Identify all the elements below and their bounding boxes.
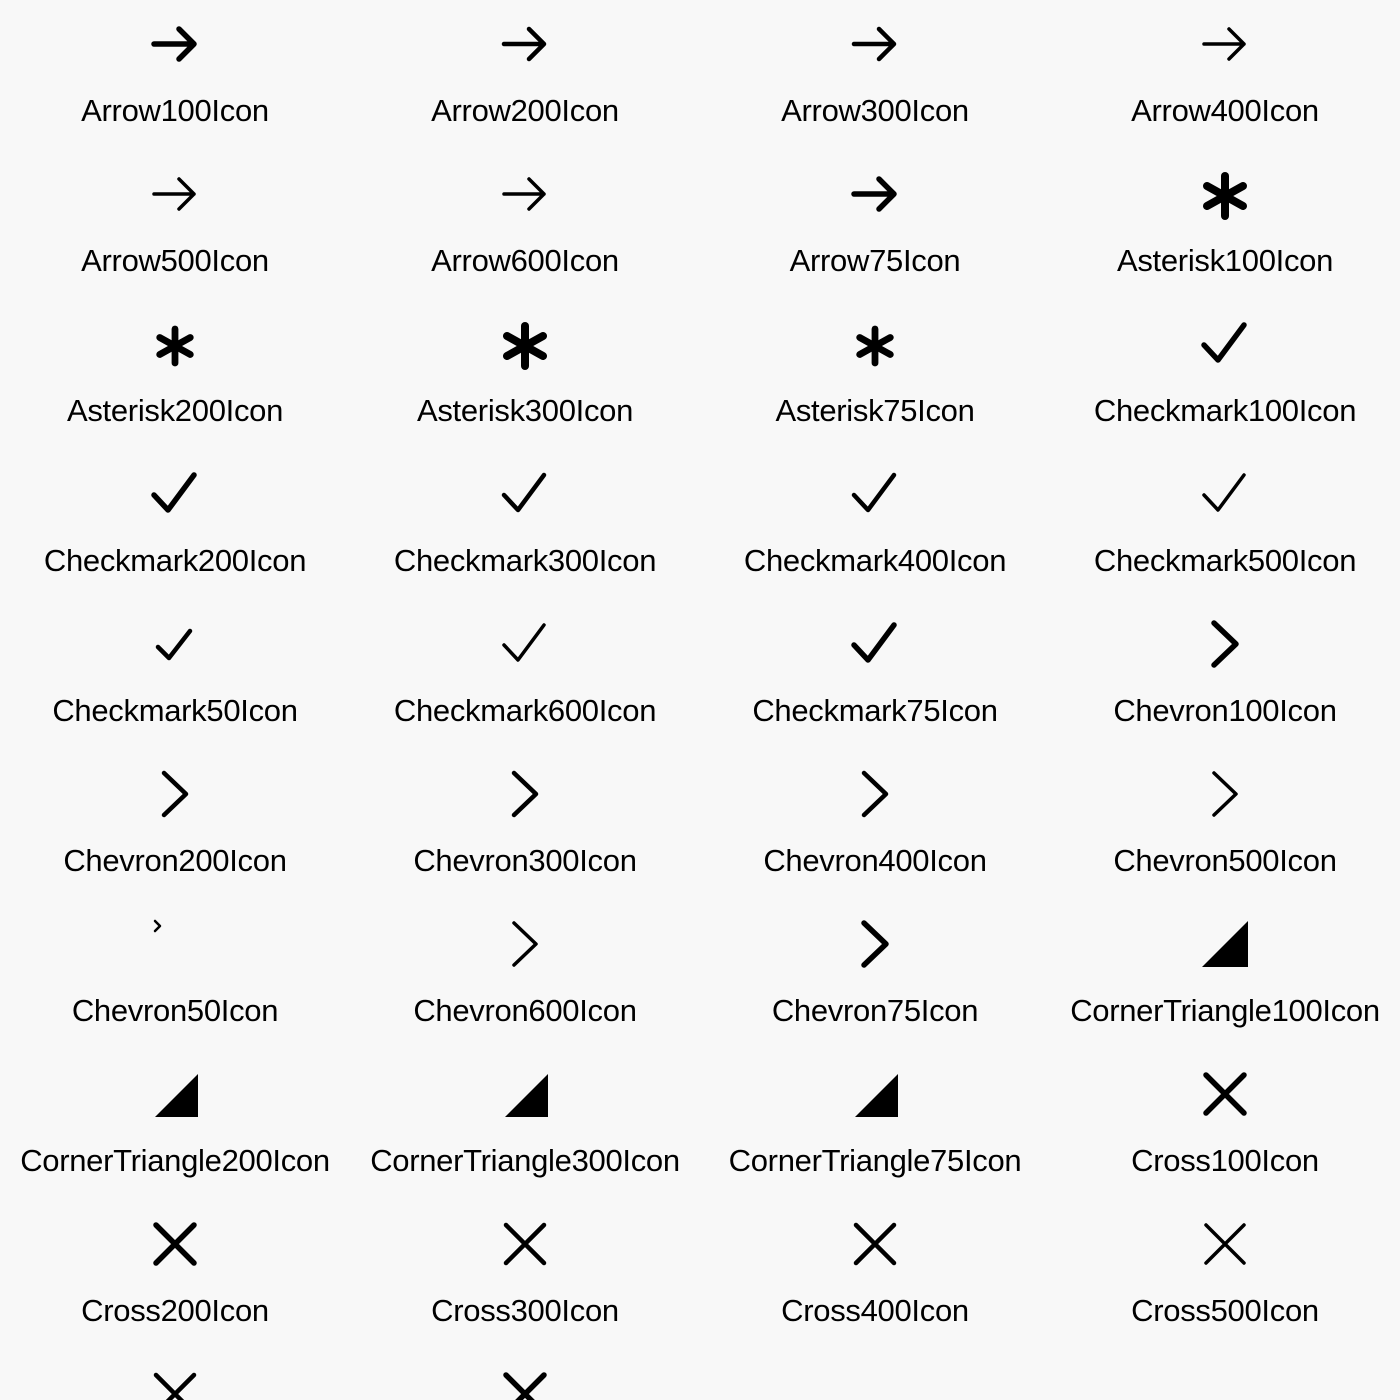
icon-label: Checkmark50Icon	[52, 693, 298, 728]
cross-icon	[500, 1219, 550, 1269]
icon-label: Chevron500Icon	[1113, 843, 1337, 878]
cross-icon	[500, 1369, 550, 1400]
arrow-icon	[150, 169, 200, 219]
icon-label: Checkmark500Icon	[1093, 543, 1357, 578]
icon-cell	[0, 150, 350, 300]
checkmark-icon	[500, 619, 550, 669]
icon-cell	[350, 1050, 700, 1200]
icon-cell	[0, 750, 350, 900]
icon-cell	[700, 1350, 1050, 1400]
corner-triangle-icon	[850, 1069, 900, 1119]
arrow-icon	[850, 169, 900, 219]
cross-icon	[1200, 1219, 1250, 1269]
chevron-right-icon	[500, 919, 550, 969]
icon-label: Chevron200Icon	[63, 843, 287, 878]
icon-cell	[700, 600, 1050, 750]
icon-cell	[1050, 150, 1400, 300]
chevron-right-icon	[1200, 619, 1250, 669]
icon-label: Arrow200Icon	[431, 93, 619, 128]
chevron-right-icon	[850, 919, 900, 969]
icon-cell	[1050, 0, 1400, 150]
corner-triangle-icon	[1200, 919, 1250, 969]
checkmark-icon	[150, 469, 200, 519]
checkmark-icon	[1200, 469, 1250, 519]
icon-cell	[700, 1050, 1050, 1200]
icon-cell	[700, 750, 1050, 900]
checkmark-icon	[850, 619, 900, 669]
icon-cell	[1050, 900, 1400, 1050]
arrow-icon	[850, 19, 900, 69]
icon-label: Checkmark200Icon	[43, 543, 307, 578]
icon-cell	[1050, 300, 1400, 450]
icon-cell	[1050, 1050, 1400, 1200]
icon-cell	[1050, 1200, 1400, 1350]
icon-cell	[700, 300, 1050, 450]
dash-icon	[1200, 1369, 1250, 1400]
icon-cell	[350, 900, 700, 1050]
icon-label: Arrow600Icon	[431, 243, 619, 278]
icon-label: Arrow100Icon	[81, 93, 269, 128]
icon-cell	[0, 300, 350, 450]
icon-cell	[1050, 1350, 1400, 1400]
icon-cell	[350, 1350, 700, 1400]
icon-label: Cross400Icon	[781, 1293, 969, 1328]
icon-label: Checkmark300Icon	[393, 543, 657, 578]
chevron-right-icon	[1200, 769, 1250, 819]
icon-cell	[0, 1200, 350, 1350]
arrow-icon	[500, 169, 550, 219]
icon-cell	[700, 0, 1050, 150]
icon-label: Checkmark400Icon	[743, 543, 1007, 578]
icon-cell	[350, 600, 700, 750]
icon-label: Chevron600Icon	[413, 993, 637, 1028]
asterisk-icon	[1200, 169, 1250, 219]
corner-triangle-icon	[500, 1069, 550, 1119]
checkmark-icon	[850, 469, 900, 519]
asterisk-icon	[150, 319, 200, 369]
chevron-right-icon	[850, 769, 900, 819]
cross-icon	[150, 1369, 200, 1400]
icon-cell	[350, 450, 700, 600]
arrow-icon	[1200, 19, 1250, 69]
icon-label: Checkmark100Icon	[1093, 393, 1357, 428]
icon-label: CornerTriangle75Icon	[728, 1143, 1022, 1178]
checkmark-icon	[500, 469, 550, 519]
arrow-icon	[500, 19, 550, 69]
icon-label: CornerTriangle300Icon	[370, 1143, 680, 1178]
icon-label: Cross100Icon	[1131, 1143, 1319, 1178]
cross-icon	[1200, 1069, 1250, 1119]
icon-cell	[0, 1350, 350, 1400]
icon-cell	[700, 450, 1050, 600]
chevron-right-icon	[150, 919, 164, 933]
icon-cell	[350, 300, 700, 450]
icon-label: Chevron300Icon	[413, 843, 637, 878]
icon-cell	[1050, 600, 1400, 750]
icon-label: Arrow400Icon	[1131, 93, 1319, 128]
chevron-right-icon	[500, 769, 550, 819]
icon-cell	[350, 0, 700, 150]
cross-icon	[850, 1219, 900, 1269]
arrow-icon	[150, 19, 200, 69]
asterisk-icon	[850, 319, 900, 369]
icon-label: Arrow300Icon	[781, 93, 969, 128]
icon-cell	[700, 150, 1050, 300]
icon-label: Chevron75Icon	[771, 993, 979, 1028]
icon-label: Arrow75Icon	[789, 243, 961, 278]
icon-cell	[700, 1200, 1050, 1350]
icon-label: Arrow500Icon	[81, 243, 269, 278]
checkmark-icon	[1200, 319, 1250, 369]
icon-label: Cross300Icon	[431, 1293, 619, 1328]
icon-label: Asterisk300Icon	[416, 393, 634, 428]
icon-cell	[1050, 750, 1400, 900]
icon-cell	[350, 750, 700, 900]
icon-label: Chevron400Icon	[763, 843, 987, 878]
icon-label: Checkmark600Icon	[393, 693, 657, 728]
dash-icon	[850, 1369, 900, 1400]
chevron-right-icon	[150, 769, 200, 819]
icon-cell	[0, 0, 350, 150]
icon-label: Asterisk75Icon	[775, 393, 975, 428]
icon-cell	[700, 900, 1050, 1050]
icon-label: Cross500Icon	[1131, 1293, 1319, 1328]
icon-cell	[0, 600, 350, 750]
icon-cell	[0, 450, 350, 600]
icon-label: Chevron50Icon	[71, 993, 279, 1028]
icon-cell	[1050, 450, 1400, 600]
icon-label: CornerTriangle100Icon	[1070, 993, 1380, 1028]
corner-triangle-icon	[150, 1069, 200, 1119]
checkmark-icon	[150, 619, 200, 669]
icon-label: Asterisk100Icon	[1116, 243, 1334, 278]
icon-label: Cross200Icon	[81, 1293, 269, 1328]
cross-icon	[150, 1219, 200, 1269]
icon-label: Asterisk200Icon	[66, 393, 284, 428]
icon-cell	[0, 1050, 350, 1200]
asterisk-icon	[500, 319, 550, 369]
icon-label: Checkmark75Icon	[752, 693, 998, 728]
icon-label: CornerTriangle200Icon	[20, 1143, 330, 1178]
icon-cell	[350, 150, 700, 300]
icon-label: Chevron100Icon	[1113, 693, 1337, 728]
icon-cell	[350, 1200, 700, 1350]
icon-cell	[0, 900, 350, 1050]
